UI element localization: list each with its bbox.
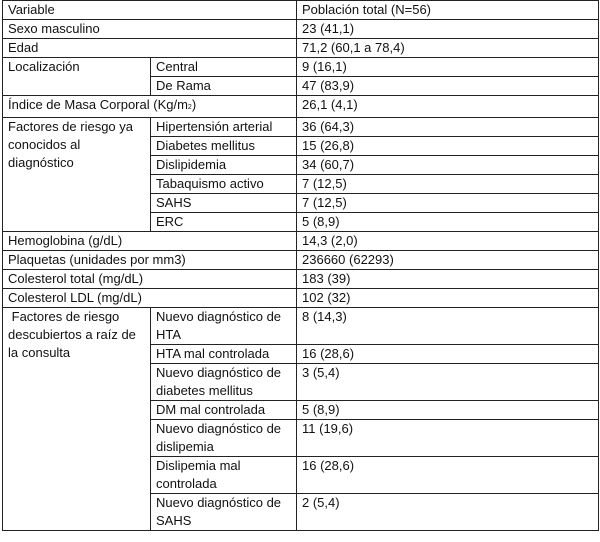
imc-label-end: ) bbox=[191, 97, 197, 112]
row-value: 2 (5,4) bbox=[297, 494, 599, 531]
table-row bbox=[3, 308, 599, 345]
row-value: 16 (28,6) bbox=[297, 457, 599, 494]
row-label: Sexo masculino bbox=[3, 20, 297, 39]
sub-label: De Rama bbox=[151, 77, 297, 96]
row-value: 26,1 (4,1) bbox=[297, 96, 599, 118]
table-row bbox=[3, 270, 599, 289]
sub-label: Diabetes mellitus bbox=[151, 137, 297, 156]
row-value: 34 (60,7) bbox=[297, 156, 599, 175]
row-value: 236660 (62293) bbox=[297, 251, 599, 270]
row-value: 3 (5,4) bbox=[297, 364, 599, 401]
row-value: 5 (8,9) bbox=[297, 401, 599, 420]
row-value: 23 (41,1) bbox=[297, 20, 599, 39]
row-label: Colesterol LDL (mg/dL) bbox=[3, 289, 297, 308]
row-value: 47 (83,9) bbox=[297, 77, 599, 96]
sub-label: Dislipemia mal controlada bbox=[151, 457, 297, 494]
sub-label: HTA mal controlada bbox=[151, 345, 297, 364]
table-row bbox=[3, 118, 599, 137]
row-value: 5 (8,9) bbox=[297, 213, 599, 232]
row-label: Hemoglobina (g/dL) bbox=[3, 232, 297, 251]
row-value: 7 (12,5) bbox=[297, 194, 599, 213]
sub-label: Nuevo diagnóstico de HTA bbox=[151, 308, 297, 345]
sub-label: Tabaquismo activo bbox=[151, 175, 297, 194]
row-value: 102 (32) bbox=[297, 289, 599, 308]
row-value: 7 (12,5) bbox=[297, 175, 599, 194]
row-value: 36 (64,3) bbox=[297, 118, 599, 137]
sub-label: Nuevo diagnóstico de dislipemia bbox=[151, 420, 297, 457]
sub-label: Central bbox=[151, 58, 297, 77]
sub-label: SAHS bbox=[151, 194, 297, 213]
row-value: 71,2 (60,1 a 78,4) bbox=[297, 39, 599, 58]
patient-characteristics-table bbox=[2, 0, 599, 531]
row-value: 9 (16,1) bbox=[297, 58, 599, 77]
table-row bbox=[3, 251, 599, 270]
row-label: Plaquetas (unidades por mm3) bbox=[3, 251, 297, 270]
row-value: 11 (19,6) bbox=[297, 420, 599, 457]
row-value: 14,3 (2,0) bbox=[297, 232, 599, 251]
group-label: Factores de riesgo ya conocidos al diagnóstico bbox=[3, 118, 151, 232]
table-header-row bbox=[3, 1, 599, 20]
table-row bbox=[3, 232, 599, 251]
row-label: Edad bbox=[3, 39, 297, 58]
table-row bbox=[3, 96, 599, 118]
sub-label: ERC bbox=[151, 213, 297, 232]
row-value: 183 (39) bbox=[297, 270, 599, 289]
header-variable: Variable bbox=[3, 1, 297, 20]
imc-label-text: Índice de Masa Corporal (Kg/m bbox=[8, 97, 188, 112]
sub-label: DM mal controlada bbox=[151, 401, 297, 420]
row-label bbox=[3, 96, 297, 118]
row-value: 15 (26,8) bbox=[297, 137, 599, 156]
table-row bbox=[3, 58, 599, 77]
imc-superscript: 2 bbox=[187, 104, 192, 111]
row-value: 8 (14,3) bbox=[297, 308, 599, 345]
row-value: 16 (28,6) bbox=[297, 345, 599, 364]
header-total: Población total (N=56) bbox=[297, 1, 599, 20]
sub-label: Dislipidemia bbox=[151, 156, 297, 175]
table-row bbox=[3, 39, 599, 58]
sub-label: Nuevo diagnóstico de SAHS bbox=[151, 494, 297, 531]
group-label: Localización bbox=[3, 58, 151, 96]
sub-label: Nuevo diagnóstico de diabetes mellitus bbox=[151, 364, 297, 401]
table-row bbox=[3, 289, 599, 308]
row-label: Colesterol total (mg/dL) bbox=[3, 270, 297, 289]
table-row bbox=[3, 20, 599, 39]
group-label: Factores de riesgo descubiertos a raíz de la consulta bbox=[3, 308, 151, 531]
sub-label: Hipertensión arterial bbox=[151, 118, 297, 137]
